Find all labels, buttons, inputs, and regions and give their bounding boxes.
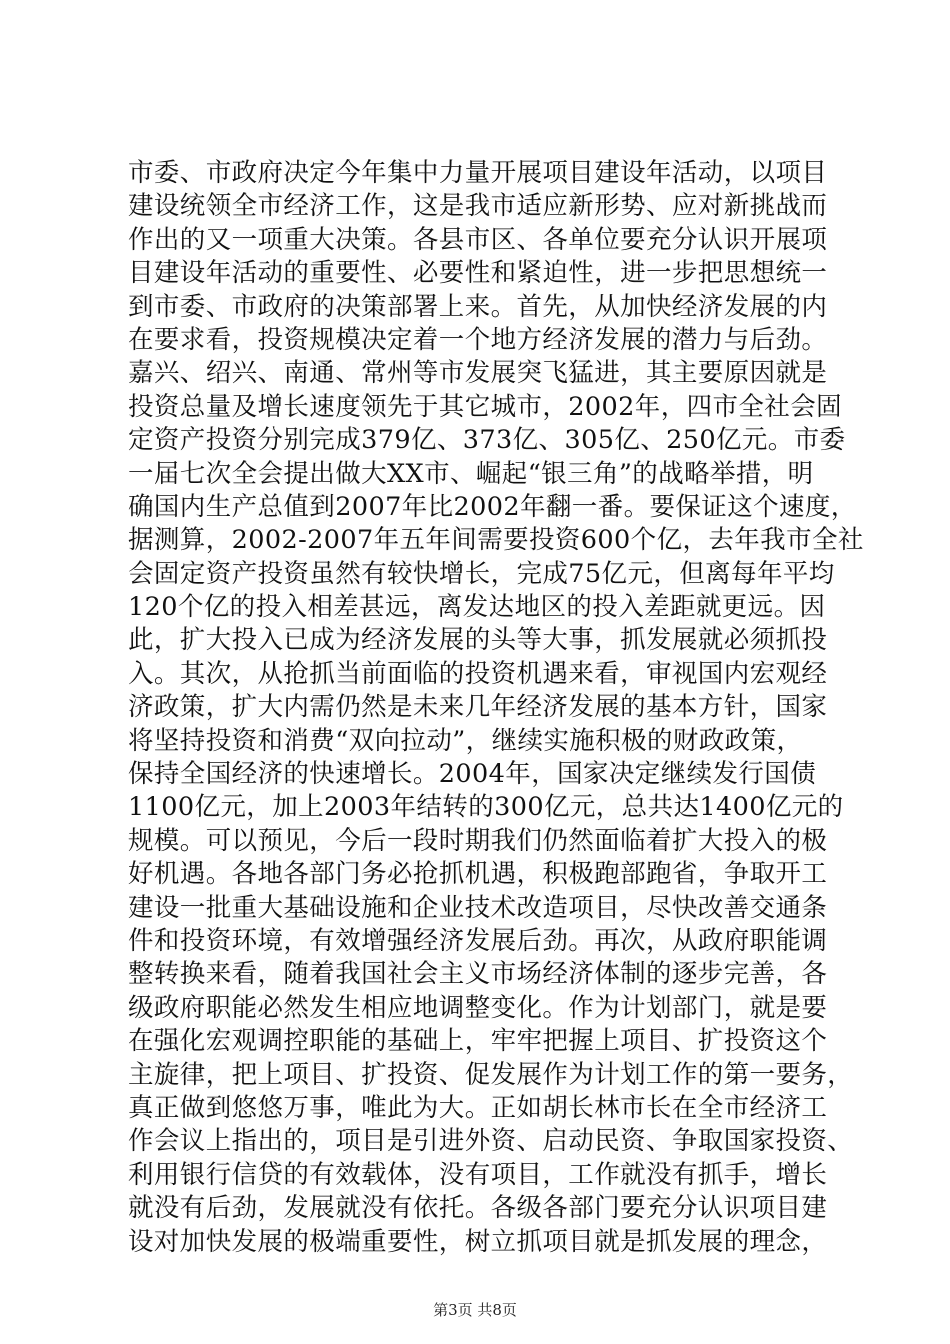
text-line: 保持全国经济的快速增长。2004年，国家决定继续发行国债 (128, 759, 817, 790)
text-line: 作出的又一项重大决策。各县市区、各单位要充分认识开展项 (128, 224, 828, 255)
text-line: 建设统领全市经济工作，这是我市适应新形势、应对新挑战而 (128, 191, 828, 222)
text-line: 此，扩大投入已成为经济发展的头等大事，抓发展就必须抓投 (128, 625, 828, 656)
text-line: 据测算，2002-2007年五年间需要投资600个亿，去年我市全社 (128, 525, 864, 556)
text-line: 主旋律，把上项目、扩投资、促发展作为计划工作的第一要务， (128, 1059, 854, 1090)
text-line: 件和投资环境，有效增强经济发展后劲。再次，从政府职能调 (128, 925, 828, 956)
text-line: 就没有后劲，发展就没有依托。各级各部门要充分认识项目建 (128, 1193, 828, 1224)
text-line: 一届七次全会提出做大XX市、崛起“银三角”的战略举措，明 (128, 458, 814, 489)
text-line: 入。其次，从抢抓当前面临的投资机遇来看，审视国内宏观经 (128, 658, 828, 689)
text-line: 定资产投资分别完成379亿、373亿、305亿、250亿元。市委 (128, 425, 846, 456)
text-line: 将坚持投资和消费“双向拉动”，继续实施积极的财政政策， (128, 725, 803, 756)
text-line: 利用银行信贷的有效载体，没有项目，工作就没有抓手，增长 (128, 1159, 828, 1190)
text-line: 作会议上指出的，项目是引进外资、启动民资、争取国家投资、 (128, 1126, 854, 1157)
text-line: 会固定资产投资虽然有较快增长，完成75亿元，但离每年平均 (128, 558, 835, 589)
text-line: 规模。可以预见，今后一段时期我们仍然面临着扩大投入的极 (128, 825, 828, 856)
text-line: 设对加快发展的极端重要性，树立抓项目就是抓发展的理念， (128, 1226, 828, 1257)
text-line: 嘉兴、绍兴、南通、常州等市发展突飞猛进，其主要原因就是 (128, 358, 828, 389)
text-line: 市委、市政府决定今年集中力量开展项目建设年活动，以项目 (128, 158, 828, 188)
text-line: 120个亿的投入相差甚远，离发达地区的投入差距就更远。因 (128, 592, 826, 623)
text-line: 在要求看，投资规模决定着一个地方经济发展的潜力与后劲。 (128, 324, 828, 355)
text-line: 投资总量及增长速度领先于其它城市，2002年，四市全社会固 (128, 391, 842, 422)
text-line: 1100亿元，加上2003年结转的300亿元，总共达1400亿元的 (128, 792, 844, 823)
text-line: 济政策，扩大内需仍然是未来几年经济发展的基本方针，国家 (128, 692, 828, 723)
text-line: 确国内生产总值到2007年比2002年翻一番。要保证这个速度， (128, 491, 857, 522)
text-line: 建设一批重大基础设施和企业技术改造项目，尽快改善交通条 (128, 892, 828, 923)
body-paragraph (128, 157, 864, 1259)
text-line: 真正做到悠悠万事，唯此为大。正如胡长林市长在全市经济工 (128, 1092, 828, 1123)
text-line: 好机遇。各地各部门务必抢抓机遇，积极跑部跑省，争取开工 (128, 859, 828, 890)
text-line: 级政府职能必然发生相应地调整变化。作为计划部门，就是要 (128, 992, 828, 1023)
text-line: 整转换来看，随着我国社会主义市场经济体制的逐步完善，各 (128, 959, 828, 990)
text-line: 目建设年活动的重要性、必要性和紧迫性，进一步把思想统一 (128, 258, 828, 289)
text-line: 到市委、市政府的决策部署上来。首先，从加快经济发展的内 (128, 291, 828, 322)
page-footer: 第3页 共8页 (433, 1301, 517, 1319)
text-line: 在强化宏观调控职能的基础上，牢牢把握上项目、扩投资这个 (128, 1026, 828, 1057)
